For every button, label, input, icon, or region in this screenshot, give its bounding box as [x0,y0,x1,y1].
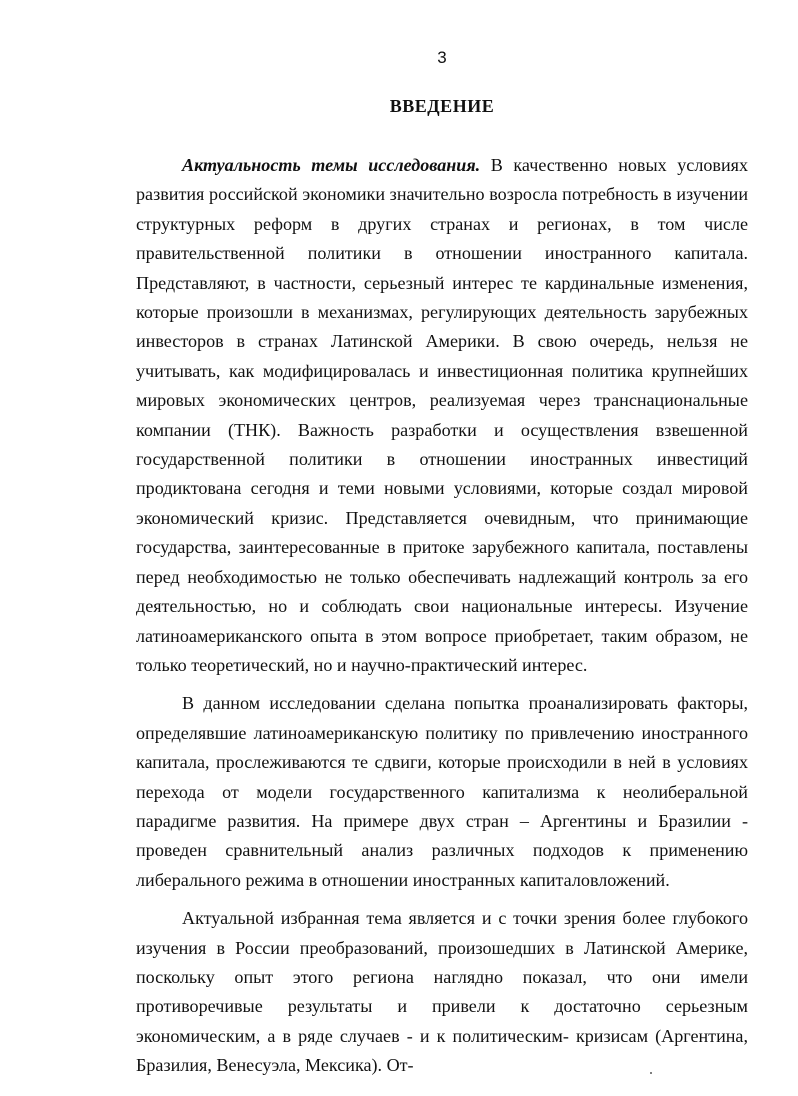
paragraph-text: Актуальной избранная тема является и с точки зрения более глубокого изучения в России преобразований, произошедших в Латинской Америке, поскольку опыт этого региона наглядно показал, что они имели противоречивые результаты и привели к достаточно серьезным экономическим, а в ряде случаев - и к политическим- кризисам (Аргентина, Бразилия, Венесуэла, Мексика). От- [136,908,748,1076]
paragraph-relevance [136,151,748,680]
scan-speck [650,1072,652,1074]
page-number: 3 [437,48,447,67]
paragraph-research-scope [136,689,748,895]
paragraph-topic-relevance [136,904,748,1080]
paragraph-text: В данном исследовании сделана попытка проанализировать факторы, определявшие латиноамериканскую политику по привлечению иностранного капитала, прослеживаются те сдвиги, которые происходили в ней в условиях перехода от модели государственного капитализма к неолиберальной парадигме развития. На примере двух стран – Аргентины и Бразилии - проведен сравнительный анализ различных подходов к применению либерального режима в отношении иностранных капиталовложений. [136,693,748,890]
paragraph-lead: Актуальность темы исследования. [182,155,481,175]
section-heading: ВВЕДЕНИЕ [389,96,495,116]
paragraph-text: В качественно новых условиях развития российской экономики значительно возросла потребность в изучении структурных реформ в других странах и регионах, в том числе правительственной политики в отношении иностранного капитала. Представляют, в частности, серьезный интерес те кардинальные изменения, которые произошли в механизмах, регулирующих деятельность зарубежных инвесторов в странах Латинской Америки. В свою очередь, нельзя не учитывать, как модифицировалась и инвестиционная политика крупнейших мировых экономических центров, реализуемая через транснациональные компании (ТНК). Важность разработки и осуществления взвешенной государственной политики в отношении иностранных инвестиций продиктована сегодня и теми новыми условиями, которые создал мировой экономический кризис. Представляется очевидным, что принимающие государства, заинтересованные в притоке зарубежного капитала, поставлены перед необходимостью не только обеспечивать надлежащий контроль за его деятельностью, но и соблюдать свои национальные интересы. Изучение латиноамериканского опыта в этом вопросе приобретает, таким образом, не только теоретический, но и научно-практический интерес. [136,155,748,675]
body-text [136,151,748,1081]
